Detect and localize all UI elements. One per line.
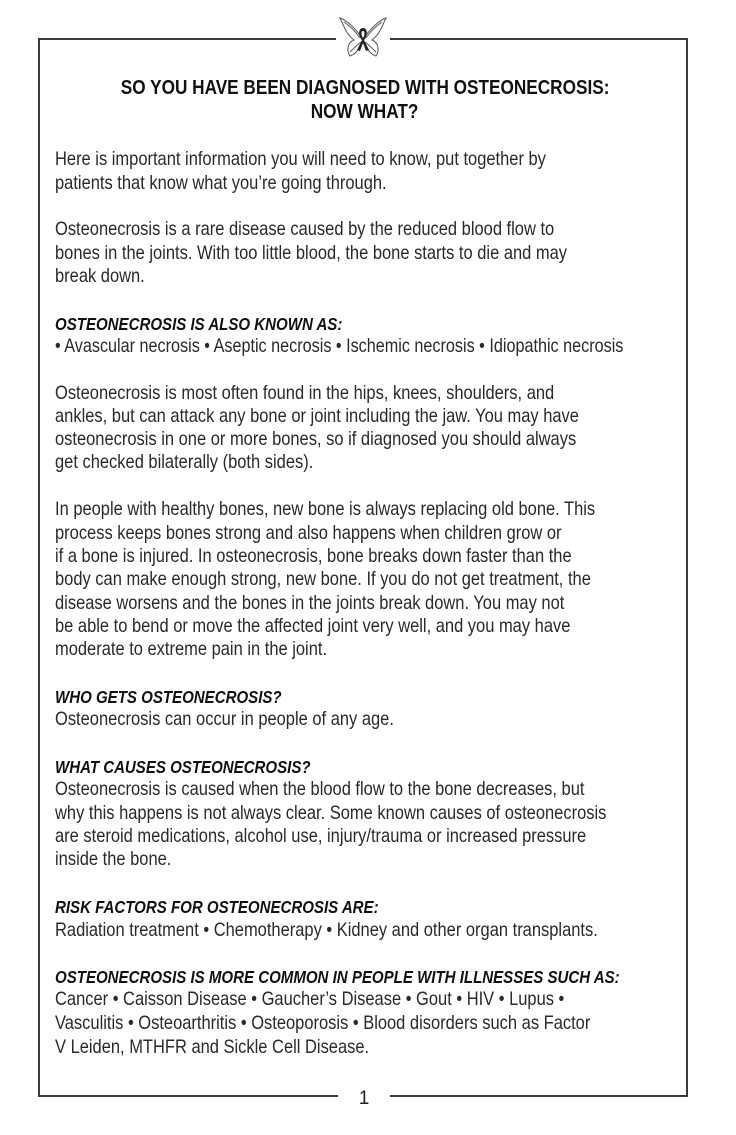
butterfly-ribbon-icon (336, 10, 390, 60)
page-title-line-2: NOW WHAT? (311, 101, 419, 123)
text-line: Radiation treatment • Chemotherapy • Kidney and other organ transplants. (55, 919, 598, 941)
text-line: be able to bend or move the affected joint very well, and you may have (55, 615, 571, 637)
text-line: process keeps bones strong and also happens when children grow or (55, 522, 562, 544)
text-line: Osteonecrosis can occur in people of any age. (55, 708, 394, 730)
text-line: bones in the joints. With too little blood, the bone starts to die and may (55, 242, 568, 264)
text-line: V Leiden, MTHFR and Sickle Cell Disease. (55, 1036, 370, 1058)
section-heading: OSTEONECROSIS IS MORE COMMON IN PEOPLE WITH ILLNESSES SUCH AS: (55, 967, 620, 987)
text-line: patients that know what you’re going through. (55, 172, 387, 194)
section-heading: RISK FACTORS FOR OSTEONECROSIS ARE: (55, 897, 379, 917)
text-line: Osteonecrosis is most often found in the hips, knees, shoulders, and (55, 382, 555, 404)
text-line: Osteonecrosis is a rare disease caused by the reduced blood flow to (55, 218, 555, 240)
text-line: inside the bone. (55, 848, 172, 870)
text-line: break down. (55, 265, 145, 287)
text-line: In people with healthy bones, new bone is always replacing old bone. This (55, 498, 596, 520)
text-line: Cancer • Caisson Disease • Gaucher’s Disease • Gout • HIV • Lupus • (55, 988, 565, 1010)
text-line: if a bone is injured. In osteonecrosis, bone breaks down faster than the (55, 545, 572, 567)
section-heading: WHO GETS OSTEONECROSIS? (55, 687, 282, 707)
aka-list: • Avascular necrosis • Aseptic necrosis • Ischemic necrosis • Idiopathic necrosis (55, 335, 624, 357)
page-title-line-1: SO YOU HAVE BEEN DIAGNOSED WITH OSTEONECROSIS: (120, 77, 610, 99)
text-line: Osteonecrosis is caused when the blood flow to the bone decreases, but (55, 778, 585, 800)
text-line: osteonecrosis in one or more bones, so if diagnosed you should always (55, 428, 577, 450)
section-heading: OSTEONECROSIS IS ALSO KNOWN AS: (55, 314, 343, 334)
text-line: ankles, but can attack any bone or joint including the jaw. You may have (55, 405, 579, 427)
text-line: moderate to extreme pain in the joint. (55, 638, 328, 660)
text-line: get checked bilaterally (both sides). (55, 451, 314, 473)
text-line: Here is important information you will need to know, put together by (55, 148, 546, 170)
text-line: are steroid medications, alcohol use, injury/trauma or increased pressure (55, 825, 587, 847)
text-line: body can make enough strong, new bone. If you do not get treatment, the (55, 568, 591, 590)
text-line: disease worsens and the bones in the joints break down. You may not (55, 592, 565, 614)
text-line: Vasculitis • Osteoarthritis • Osteoporosis • Blood disorders such as Factor (55, 1012, 591, 1034)
page-number: 1 (358, 1088, 370, 1109)
text-line: why this happens is not always clear. Some known causes of osteonecrosis (55, 802, 607, 824)
section-heading: WHAT CAUSES OSTEONECROSIS? (55, 757, 311, 777)
